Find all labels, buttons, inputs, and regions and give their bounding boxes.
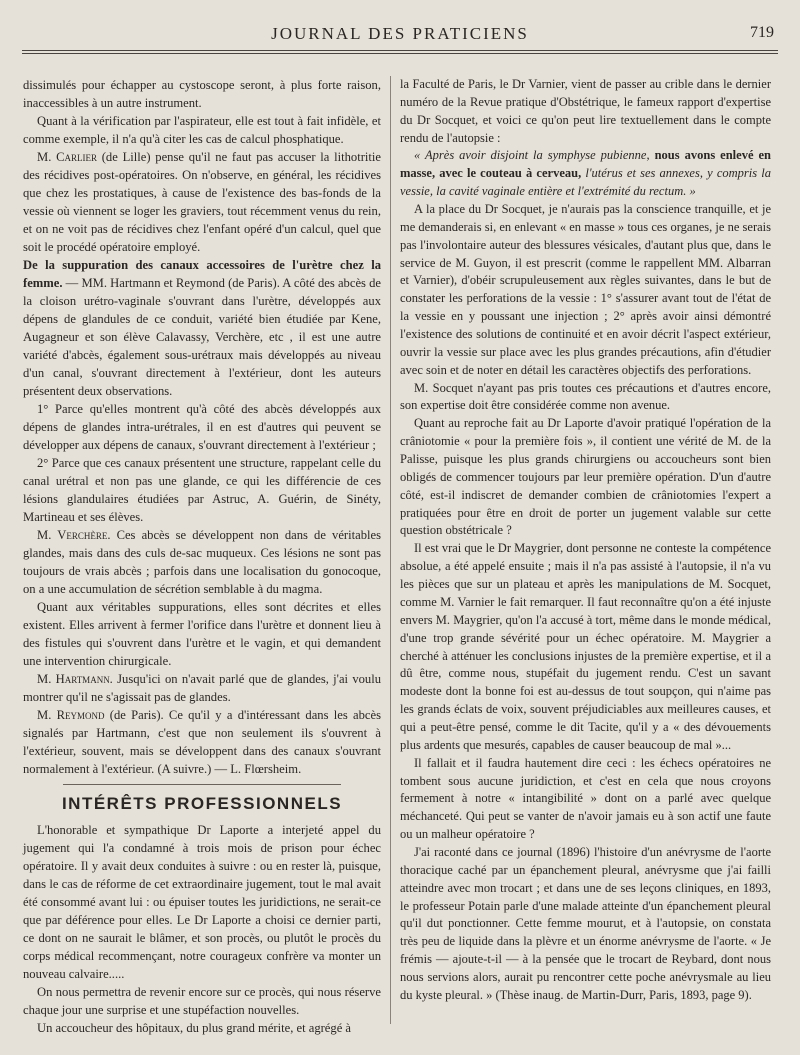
paragraph xyxy=(23,148,381,256)
speaker-name: M. Reymond xyxy=(37,708,105,722)
paragraph xyxy=(23,670,381,706)
quote-text: « Après avoir disjoint la symphyse pubienne, xyxy=(414,148,655,163)
paragraph: M. Socquet n'ayant pas pris toutes ces précautions et d'autres encore, son expertise doit être considérée comme non avenue. xyxy=(400,380,771,413)
column-divider xyxy=(390,76,391,1024)
paragraph: 1° Parce qu'elles montrent qu'à côté des abcès développés aux dépens de glandes intra-urétrales, il en est d'autres qui peuvent se développer aux dépens de canaux, s'ouvrant directement à l'extérieur ; xyxy=(23,402,381,452)
right-column xyxy=(400,76,771,1005)
page-header xyxy=(22,20,778,48)
paragraph-text: Ces abcès se développent non dans de véritables glandes, mais dans des culs de-sac muqueux. Ces lésions ne sont pas toujours de vrais abcès ; parfois dans une localisation du gonocoque, on a une accumulation de sécrétion semblable à du magma. xyxy=(23,528,381,596)
page-number: 719 xyxy=(750,24,774,41)
section-title: INTÉRÊTS PROFESSIONNELS xyxy=(61,794,343,813)
paragraph: 2° Parce que ces canaux présentent une structure, rappelant celle du canal urétral et non pas une glande, ce qui les différencie de ces lésions glandulaires étudiées par Astruc, A. Guérin, de Sinéty, Martineau et ses élèves. xyxy=(23,456,381,524)
paragraph-text: (de Paris). Ce qu'il y a d'intéressant dans les abcès signalés par Hartmann, c'est que non seulement ils s'ouvrent à l'extérieur, souvent, mais se développent dans des canaux s'ouvrant normalement à l'extérieur. (A suivre.) — L. Flœrsheim. xyxy=(23,708,381,776)
paragraph: On nous permettra de revenir encore sur ce procès, qui nous réserve chaque jour une surprise et une stupéfaction nouvelles. xyxy=(23,985,381,1017)
paragraph: dissimulés pour échapper au cystoscope seront, à plus forte raison, inaccessibles à un autre instrument. xyxy=(23,78,381,110)
paragraph xyxy=(23,706,381,778)
subsection-heading: De la suppuration des canaux accessoires de l'urètre chez la femme. xyxy=(23,258,381,290)
left-column xyxy=(23,76,381,1037)
speaker-name: M. Carlier xyxy=(37,150,97,164)
paragraph-text: (de Lille) pense qu'il ne faut pas accuser la lithotritie des récidives post-opératoires. On n'observe, en général, les récidives que chez les prostatiques, à cause de l'existence des bas-fonds de la vessie où viennent se loger les graviers, tout récemment venus du rein, et on ne voit pas de récidives chez l'enfant opéré d'un calcul, quel que soit le procédé opératoire employé. xyxy=(23,150,381,254)
paragraph: L'honorable et sympathique Dr Laporte a interjeté appel du jugement qui l'a condamné à trois mois de prison pour échec opératoire. Il y avait deux conduites à suivre : ou en rester là, puisque, dans le cas de réforme de cet extraordinaire jugement, tout le mal avait été consommé avant lui : ou épuiser toutes les juridictions, ne serait-ce que par déférence pour elles. Le Dr Laporte a choisi ce dernier parti, ce dont on ne saurait le blâmer, et son procès, ou plutôt le procès du corps médical recommençant, notre courageux confrère va monter un nouveau calvaire..... xyxy=(23,823,381,981)
paragraph-text: — MM. Hartmann et Reymond (de Paris). A côté des abcès de la cloison urétro-vaginale s'ouvrant dans l'urètre, développés aux dépens de glandules de ce conduit, variété bien étudiée par Kene, Augagneur et son élève Calavassy, Verchère, etc , il est une autre variété d'abcès, également sous-urétraux mais développés au niveau d'un canal, s'ouvrant directement à l'extérieur, dont les auteurs présentent deux observations. xyxy=(23,276,381,398)
quote-text: l'utérus et ses annexes, y compris la vessie, la cavité vaginale entière et l'extrémité du rectum. » xyxy=(400,166,771,199)
speaker-name: M. Verchère. xyxy=(37,528,111,542)
paragraph: la Faculté de Paris, le Dr Varnier, vient de passer au crible dans le dernier numéro de la Revue pratique d'Obstétrique, le fameux rapport d'expertise du Dr Socquet, et voici ce qu'on peut lire textuellement dans le compte rendu de l'autopsie : xyxy=(400,77,771,145)
paragraph: Un accoucheur des hôpitaux, du plus grand mérite, et agrégé à xyxy=(37,1021,352,1035)
paragraph-text: Jusqu'ici on n'avait parlé que de glandes, j'ai voulu montrer qu'il ne s'agissait pas de glandes. xyxy=(23,672,382,704)
paragraph: Quant à la vérification par l'aspirateur, elle est tout à fait infidèle, et comme exemple, il n'a qu'à citer les cas de calcul phosphatique. xyxy=(23,114,381,146)
paragraph: Il fallait et il faudra hautement dire ceci : les échecs opératoires ne tombent sous aucune juridiction, et c'est en cela que nous croyons fermement à notre « intangibilité » dont on a parlé avec quelque méchanceté. Qui peut se vanter de n'avoir jamais eu à son actif une faute ou un malheur opératoire ? xyxy=(400,755,771,842)
journal-title: JOURNAL DES PRATICIENS xyxy=(271,24,529,43)
quote-emphasis: nous avons enlevé en masse, avec le couteau à cerveau, xyxy=(400,148,771,181)
paragraph xyxy=(23,256,381,400)
paragraph: J'ai raconté dans ce journal (1896) l'histoire d'un anévrysme de l'aorte thoracique caché par un épanchement pleural, anévrysme que j'ai failli atteindre avec mon trocart ; et dans une de ses leçons cliniques, en 1893, le professeur Potain parle d'une malade atteinte d'un épanchement pleural qu'il dut ponctionner. Cette femme mourut, et à l'autopsie, on constata très peu de liquide dans la plèvre et un énorme anévrysme de l'aorte. « Je frémis — ajoute-t-il — à la pensée que le trocart de Reybard, dont nous nous servions alors, aurait pu rencontrer cette poche anévrysmale au lieu du kyste pleural. » (Thèse inaug. de Martin-Durr, Paris, 1893, page 9). xyxy=(400,844,771,1002)
section-rule xyxy=(63,784,341,785)
header-rule xyxy=(22,50,778,51)
paragraph: Il est vrai que le Dr Maygrier, dont personne ne conteste la compétence absolue, a été appelé ensuite ; mais il n'a pas assisté à l'autopsie, il n'a vu les pièces que sur un plateau et après les manipulations de M. Socquet, comme M. Varnier le fait remarquer. Il faut reconnaître qu'on a été injuste envers M. Maygrier, qu'on l'a accusé à tort, même dans le monde médical, d'une trop grande sévérité pour un échec opératoire. M. Maygrier a cherché à atténuer les conclusions injustes de la première expertise, et il a dû être, comme nous, stupéfait du jugement rendu. C'est un savant modeste dont la bonne foi est au-dessus de tout soupçon, qui n'aime pas les grands éclats de voix, souvent préjudiciables aux meilleures causes, et qui a peut-être pensé, comme le dit Tacite, qu'il y a « des dévouements plus ardents que mesurés, capables de causer beaucoup de mal »... xyxy=(400,541,771,752)
speaker-name: M. Hartmann. xyxy=(37,672,113,686)
paragraph: Quant au reproche fait au Dr Laporte d'avoir pratiqué l'opération de la crâniotomie « pour la première fois », il contient une vérité de M. de la Palisse, puisque les plus grands chirurgiens ou accoucheurs sont bien obligés de commencer toujours par leur première opération. D'un d'autre côté, est-il indiscret de demander combien de crâniotomies l'expert a pratiquées pour être en droit de porter un jugement valable sur cette question obstétricale ? xyxy=(400,416,771,538)
header-rule-thin xyxy=(22,53,778,54)
paragraph: A la place du Dr Socquet, je n'aurais pas la conscience tranquille, et je me demanderais si, en enlevant « en masse » tous ces organes, je ne serais pas l'involontaire auteur des blessures vésicales, d'autant plus que, dans le service de M. Guyon, il est prescrit (comme le rappellent MM. Albarran et Varnier), d'obéir scrupuleusement aux règles suivantes, dans le but de constater les perforations de la vessie : 1° s'assurer avant tout de l'état de la vessie en y poussant une injection ; 2° après avoir ainsi démontré l'existence des solutions de continuité et en avoir décrit l'aspect extérieur, ouvrir la vessie sur place avec les plus grandes précautions, afin d'étudier avec soin et de noter en détail les caractères objectifs des perforations. xyxy=(400,202,771,377)
paragraph xyxy=(23,526,381,598)
quote-paragraph xyxy=(400,147,771,201)
paragraph: Quant aux véritables suppurations, elles sont décrites et elles existent. Elles arrivent à fermer l'orifice dans l'urètre et donnent lieu à des fistules qui s'ouvrent dans l'urètre et le vagin, et qui demandent une intervention chirurgicale. xyxy=(23,600,381,668)
